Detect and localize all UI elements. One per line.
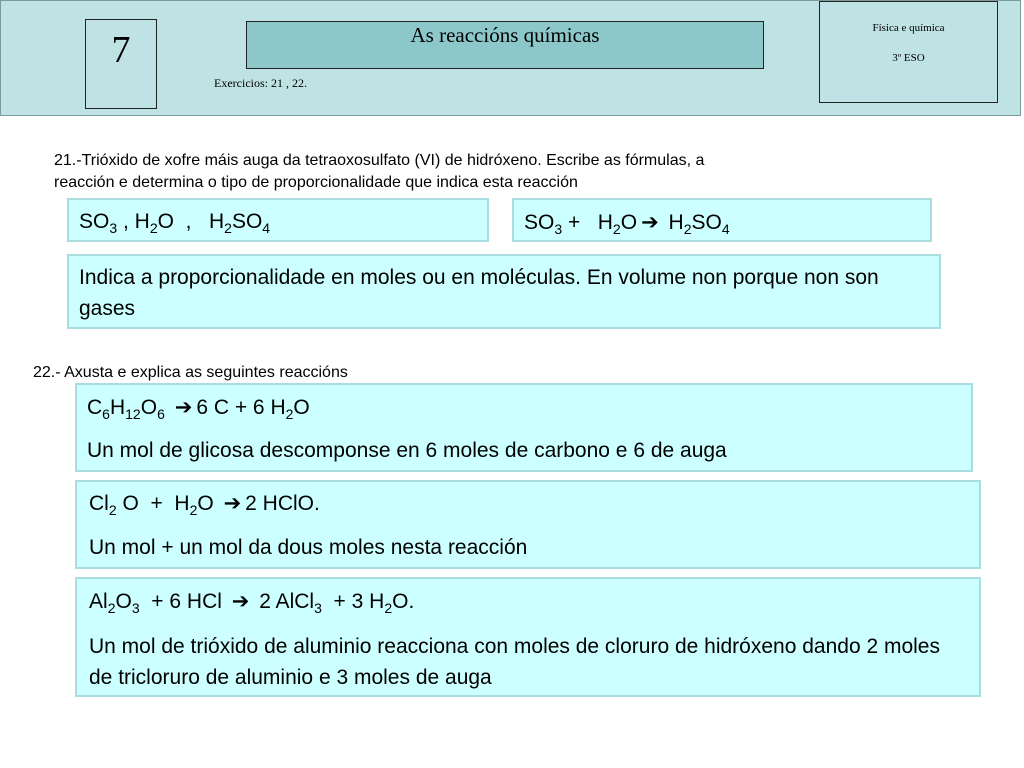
page-title: As reaccións químicas bbox=[410, 23, 600, 47]
exercises-label: Exercicios: 21 , 22. bbox=[214, 76, 307, 90]
reaction-2-equation: $Cl_2$ $O + H_2O$ ➔ 2 HClO. bbox=[89, 492, 320, 518]
formulas-box bbox=[67, 198, 489, 242]
subject-label: Física e química bbox=[872, 22, 945, 34]
answer-text: Indica a proporcionalidade en moles ou en moléculas. En volume non porque non son gases bbox=[79, 266, 879, 320]
question-22: 22.- Axusta e explica as seguintes reaccións bbox=[33, 364, 348, 381]
reaction-3-explanation: Un mol de trióxido de aluminio reacciona con moles de cloruro de hidróxeno dando 2 moles de tricloruro de aluminio e 3 moles de auga bbox=[89, 635, 940, 689]
formulas-text: $SO_3$ , $H_2O$ , $H_2SO_4$ bbox=[79, 210, 271, 236]
chapter-number: 7 bbox=[111, 29, 131, 71]
header-band bbox=[0, 0, 1021, 116]
answer-box bbox=[67, 254, 941, 329]
question-21-line1: 21.-Trióxido de xofre máis auga da tetraoxosulfato (VI) de hidróxeno. Escribe as fórmulas, a bbox=[54, 152, 705, 169]
reaction-3-equation: $Al_2O_3 + 6$ HCl ➔ 2 AlCl$_3$ + 3 $H_2O$. bbox=[89, 590, 415, 616]
title-box bbox=[246, 21, 764, 69]
reaction-text: $SO_3 + H_2O$ ➔ $H_2SO_4$ bbox=[524, 211, 730, 237]
reaction-2-explanation: Un mol + un mol da dous moles nesta reacción bbox=[89, 536, 528, 559]
arrow-icon: ➔ bbox=[174, 396, 193, 419]
reaction-1-explanation: Un mol de glicosa descomponse en 6 moles de carbono e 6 de auga bbox=[87, 439, 727, 462]
reaction-1-equation: $C_6H_{12}O_6$ ➔ 6 C + 6 $H_2O$ bbox=[87, 396, 310, 422]
reaction-2-box bbox=[75, 480, 981, 569]
subject-box bbox=[819, 1, 998, 103]
arrow-icon: ➔ bbox=[223, 492, 242, 515]
question-21 bbox=[54, 150, 704, 194]
arrow-icon: ➔ bbox=[641, 211, 659, 234]
arrow-icon: ➔ bbox=[231, 590, 250, 613]
reaction-3-box bbox=[75, 577, 981, 697]
level-label: 3º ESO bbox=[892, 52, 925, 64]
reaction-box bbox=[512, 198, 932, 242]
question-21-line2: reacción e determina o tipo de proporcionalidade que indica esta reacción bbox=[54, 174, 578, 191]
reaction-1-box bbox=[75, 383, 973, 472]
chapter-box bbox=[85, 19, 157, 109]
